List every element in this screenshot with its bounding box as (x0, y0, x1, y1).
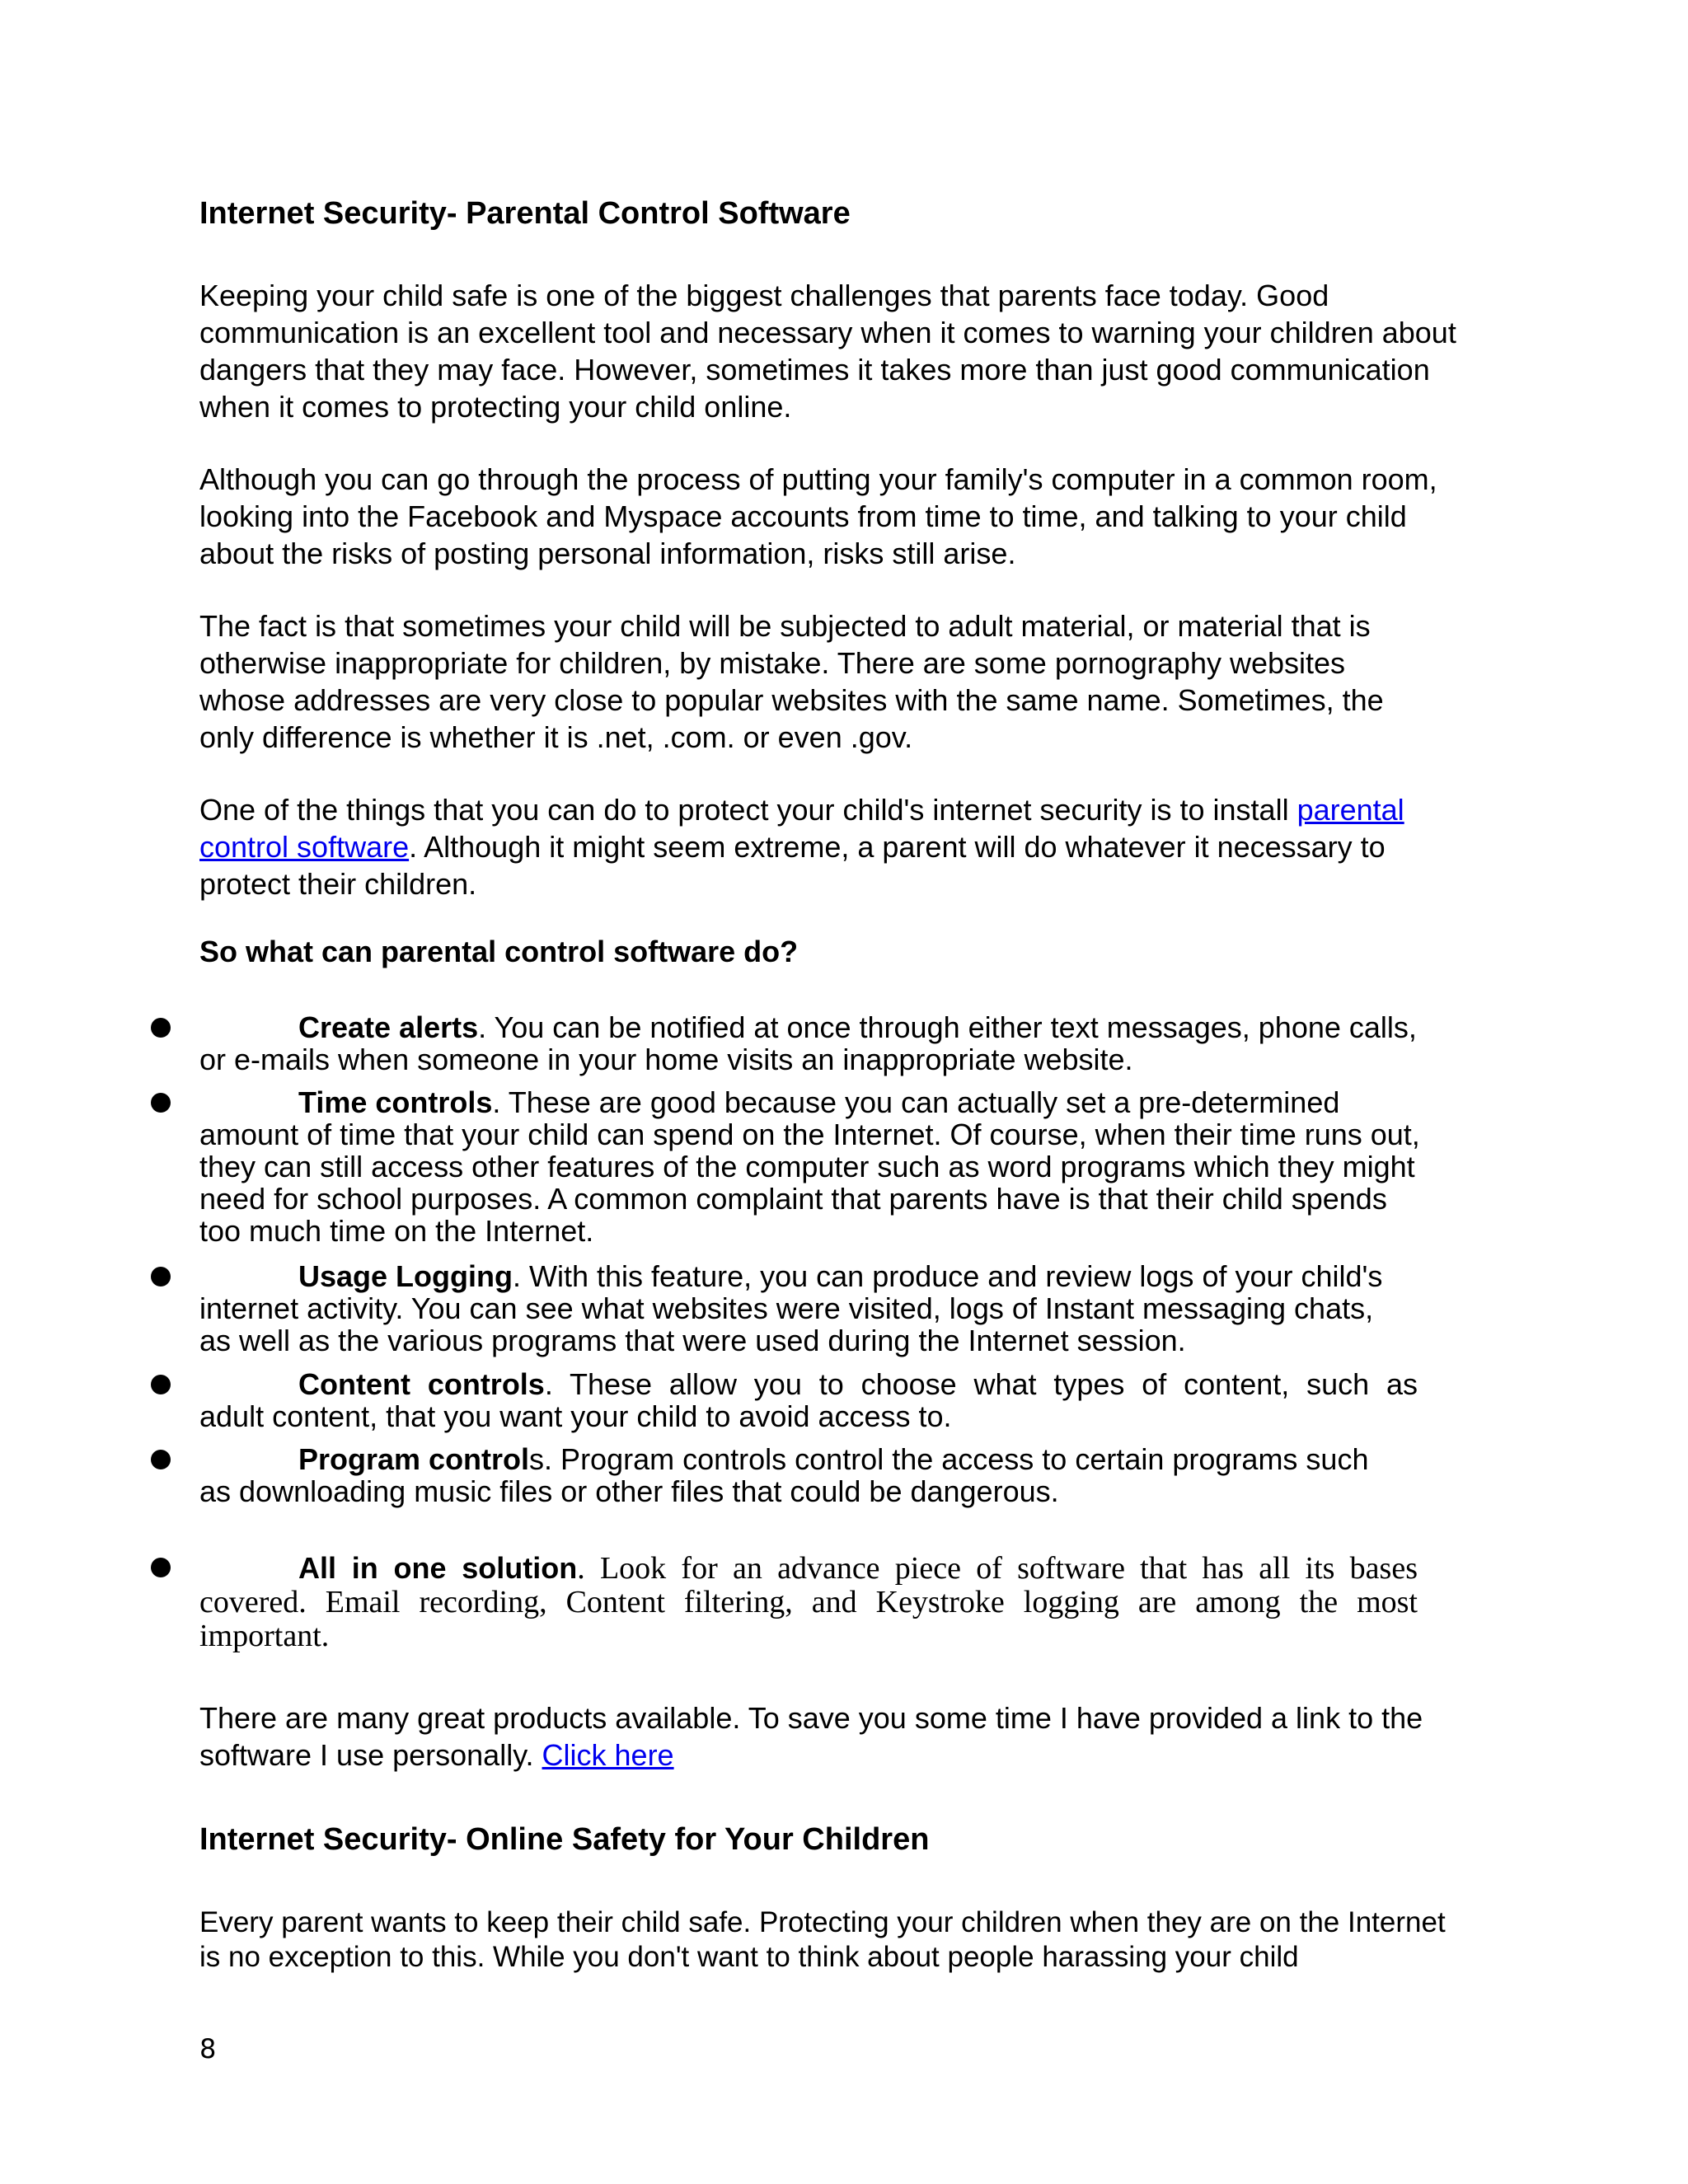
text-line: they can still access other features of the computer such as word programs which they might (199, 1150, 1415, 1183)
text-line: when it comes to protecting your child online. (199, 390, 792, 424)
paragraph-adult-material (199, 607, 1502, 756)
text-line: protect their children. (199, 867, 477, 901)
text-line (199, 1736, 1502, 1774)
bullet-icon (151, 1018, 171, 1038)
text-line: important. (199, 1619, 330, 1653)
text-run: One of the things that you can do to protect your child's internet security is to install (199, 793, 1297, 827)
subheading-what-can-software-do: So what can parental control software do? (199, 935, 799, 968)
text-run: . Although it might seem extreme, a parent will do whatever it necessary to (409, 830, 1386, 864)
feature-title: Content controls (298, 1367, 545, 1401)
text-run: . These allow you to choose what types of content, such as (544, 1367, 1418, 1401)
text-line (199, 1443, 1418, 1475)
paragraph-intro (199, 277, 1502, 425)
feature-title: Create alerts (298, 1010, 479, 1044)
text-line (199, 1260, 1418, 1292)
text-line: Although you can go through the process of putting your family's computer in a common room, (199, 462, 1437, 496)
text-line: looking into the Facebook and Myspace accounts from time to time, and talking to your child (199, 499, 1407, 533)
text-line (199, 791, 1502, 828)
list-item-usage-logging (199, 1260, 1418, 1357)
text-line: whose addresses are very close to popular websites with the same name. Sometimes, the (199, 683, 1384, 717)
feature-title: All in one solution (298, 1551, 578, 1585)
section-heading-online-safety: Internet Security- Online Safety for Your Children (199, 1822, 930, 1857)
parental-control-link[interactable]: parental (1296, 793, 1404, 827)
text-line: otherwise inappropriate for children, by mistake. There are some pornography websites (199, 646, 1346, 680)
text-line: adult content, that you want your child to avoid access to. (199, 1399, 952, 1433)
bullet-icon (151, 1450, 171, 1469)
bullet-icon (151, 1267, 171, 1286)
parental-control-link-continued[interactable]: control software (199, 830, 410, 864)
text-run: . You can be notified at once through either text messages, phone calls, (478, 1010, 1417, 1044)
text-run: software I use personally. (199, 1738, 542, 1772)
bullet-icon (151, 1375, 171, 1394)
text-line: amount of time that your child can spend on the Internet. Of course, when their time runs out, (199, 1118, 1420, 1151)
text-run: . With this feature, you can produce and review logs of your child's (513, 1259, 1383, 1293)
text-line: communication is an excellent tool and necessary when it comes to warning your children about (199, 316, 1456, 349)
text-line: about the risks of posting personal information, risks still arise. (199, 537, 1016, 570)
click-here-link[interactable]: Click here (542, 1738, 674, 1772)
text-run: s. Program controls control the access to certain programs such (529, 1442, 1369, 1476)
text-run: . Look for an advance piece of software that has all its bases (577, 1551, 1418, 1586)
text-line: Every parent wants to keep their child safe. Protecting your children when they are on the Internet (199, 1906, 1446, 1938)
text-line: too much time on the Internet. (199, 1214, 594, 1248)
text-line: covered. Email recording, Content filtering, and Keystroke logging are among the most (199, 1585, 1418, 1619)
text-line: dangers that they may face. However, sometimes it takes more than just good communication (199, 353, 1430, 387)
text-line: internet activity. You can see what websites were visited, logs of Instant messaging chats, (199, 1291, 1374, 1325)
text-line (199, 1086, 1418, 1118)
text-line: The fact is that sometimes your child will be subjected to adult material, or material that is (199, 609, 1371, 643)
list-item-all-in-one (199, 1551, 1418, 1653)
text-line (199, 1551, 1418, 1586)
text-line (199, 1368, 1418, 1400)
list-item-program-controls (199, 1443, 1418, 1507)
text-line: as well as the various programs that were used during the Internet session. (199, 1324, 1186, 1357)
text-line: as downloading music files or other files that could be dangerous. (199, 1474, 1059, 1508)
bullet-icon (151, 1558, 171, 1577)
feature-title: Usage Logging (298, 1259, 513, 1293)
text-run: . These are good because you can actually set a pre-determined (492, 1085, 1340, 1119)
list-item-content-controls (199, 1368, 1418, 1432)
bullet-icon (151, 1093, 171, 1113)
text-line: need for school purposes. A common complaint that parents have is that their child spends (199, 1182, 1387, 1216)
list-item-create-alerts (199, 1011, 1418, 1076)
feature-title: Time controls (298, 1085, 493, 1119)
text-line: or e-mails when someone in your home visits an inappropriate website. (199, 1043, 1133, 1076)
text-line: Keeping your child safe is one of the biggest challenges that parents face today. Good (199, 279, 1329, 312)
paragraph-closing (199, 1699, 1502, 1774)
section-heading-parental-control: Internet Security- Parental Control Software (199, 196, 851, 231)
paragraph-install-software (199, 791, 1502, 902)
page-number: 8 (199, 2033, 217, 2064)
paragraph-online-safety (199, 1905, 1502, 1975)
list-item-time-controls (199, 1086, 1418, 1247)
feature-title: Program control (298, 1442, 530, 1476)
text-line: only difference is whether it is .net, .com. or even .gov. (199, 720, 913, 754)
text-line: is no exception to this. While you don't want to think about people harassing your child (199, 1941, 1299, 1973)
text-line: There are many great products available. To save you some time I have provided a link to the (199, 1701, 1423, 1735)
text-line (199, 828, 1502, 865)
text-line (199, 1011, 1418, 1043)
paragraph-common-room (199, 461, 1502, 572)
